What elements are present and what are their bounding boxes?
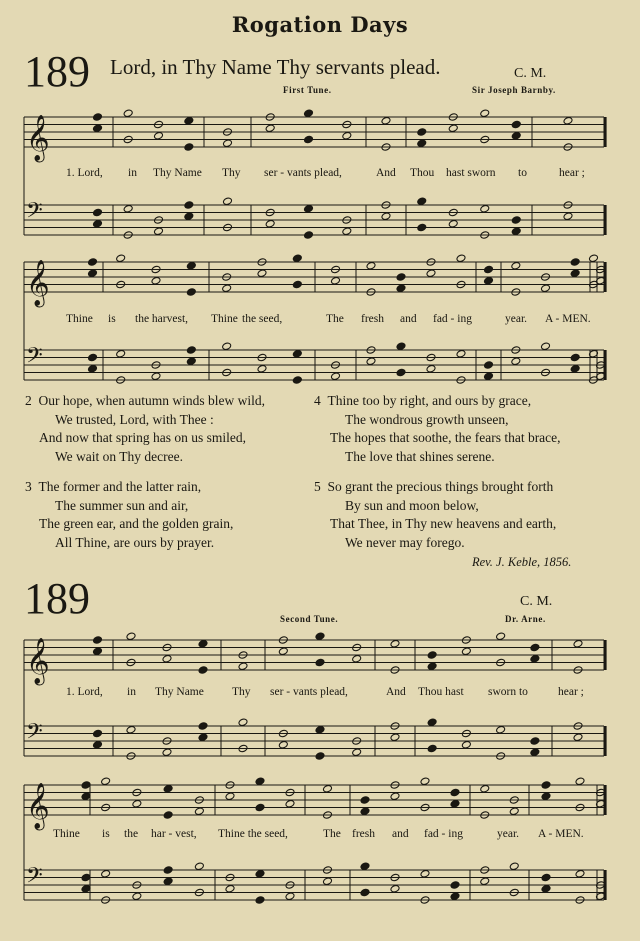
lyric-word: Thine [211, 313, 238, 325]
lyric-word: Thine [66, 313, 93, 325]
note-head [323, 784, 333, 793]
page-heading: Rogation Days [231, 12, 409, 37]
note-head [304, 135, 314, 144]
lyric-word: A - MEN. [538, 828, 584, 840]
note-head [427, 651, 437, 660]
verse-line: We never may forego. [345, 534, 465, 550]
note-head [420, 869, 430, 878]
note-head [573, 639, 583, 648]
treble-clef: 𝄞 [26, 115, 50, 161]
note-head [366, 261, 376, 270]
lyric-word: The [323, 828, 341, 840]
note-head [93, 113, 103, 122]
note-head [292, 280, 302, 289]
note-head [151, 372, 161, 381]
note-head [88, 258, 98, 267]
second-tune-meter: C. M. [520, 594, 553, 609]
verse-line: We wait on Thy decree. [55, 448, 183, 464]
note-head [186, 261, 196, 270]
verse-number: 2 [25, 393, 32, 408]
note-head [496, 632, 506, 641]
lyric-word: hast sworn [446, 167, 496, 179]
lyric-word: fresh [352, 828, 375, 840]
note-head [511, 120, 521, 129]
note-head [541, 342, 551, 351]
note-head [426, 364, 436, 373]
note-head [198, 666, 208, 675]
note-head [563, 116, 573, 125]
note-head [255, 803, 265, 812]
note-head [162, 654, 172, 663]
note-head [342, 227, 352, 236]
note-head [484, 276, 494, 285]
note-head [101, 777, 111, 786]
lyric-word: in [127, 686, 136, 698]
verse-2 [25, 392, 265, 466]
lyric-word: hear ; [559, 167, 585, 179]
lyric-word: in [128, 167, 137, 179]
verse-line: We trusted, Lord, with Thee : [55, 411, 214, 427]
treble-clef: 𝄞 [26, 638, 50, 684]
note-head [93, 647, 103, 656]
second-tune-label: Second Tune. [280, 614, 339, 624]
note-head [163, 784, 173, 793]
note-head [184, 143, 194, 152]
note-head [186, 288, 196, 297]
note-head [222, 284, 232, 293]
verse-line: So grant the precious things brought forth [327, 479, 554, 494]
note-head [304, 109, 314, 118]
note-head [360, 862, 370, 871]
note-head [427, 662, 437, 671]
second-tune-composer: Dr. Arne. [505, 614, 546, 624]
lyric-word: Thou hast [418, 686, 464, 698]
note-head [93, 729, 103, 738]
note-head [480, 784, 490, 793]
note-head [198, 722, 208, 731]
note-head [116, 254, 126, 263]
note-head [390, 884, 400, 893]
note-head [223, 139, 233, 148]
lyric-word: fad - ing [433, 313, 472, 325]
lyric-word: Thy [232, 686, 251, 698]
note-head [132, 799, 142, 808]
note-head [456, 254, 466, 263]
note-head [575, 777, 585, 786]
lyric-word: Thine the seed, [218, 828, 288, 840]
note-head [450, 799, 460, 808]
note-head [292, 376, 302, 385]
note-head [420, 777, 430, 786]
treble-clef: 𝄞 [26, 260, 50, 306]
lyric-word: 1. Lord, [66, 167, 103, 179]
verse-line: The former and the latter rain, [38, 479, 202, 494]
verse-number: 4 [314, 393, 321, 408]
note-head [509, 807, 519, 816]
note-head [163, 811, 173, 820]
lyric-word: Thy [222, 167, 241, 179]
lyric-word: Thou [410, 167, 435, 179]
note-head [511, 261, 521, 270]
note-head [88, 364, 98, 373]
note-head [81, 792, 91, 801]
lyric-word: fad - ing [424, 828, 463, 840]
note-head [570, 258, 580, 267]
note-head [323, 877, 333, 886]
note-head [285, 799, 295, 808]
lyric-word: fresh [361, 313, 384, 325]
note-head [530, 737, 540, 746]
bass-clef: 𝄢 [26, 198, 43, 229]
note-head [116, 349, 126, 358]
note-head [541, 873, 551, 882]
note-head [570, 269, 580, 278]
note-head [194, 807, 204, 816]
note-head [390, 733, 400, 742]
note-head [162, 748, 172, 757]
note-head [81, 884, 91, 893]
note-head [304, 204, 314, 213]
note-head [570, 353, 580, 362]
note-head [186, 346, 196, 355]
lyric-word: to [518, 167, 527, 179]
note-head [484, 361, 494, 370]
note-head [93, 124, 103, 133]
note-head [511, 216, 521, 225]
hymn-title: Lord, in Thy Name Thy servants plead. [110, 55, 441, 79]
note-head [88, 353, 98, 362]
lyric-word: the [124, 828, 139, 840]
note-head [93, 208, 103, 217]
note-head [461, 647, 471, 656]
note-head [331, 276, 341, 285]
lyric-word: hear ; [558, 686, 584, 698]
note-head [278, 740, 288, 749]
hymn-number: 189 [24, 47, 90, 96]
note-head [222, 342, 232, 351]
lyric-word: sworn to [488, 686, 528, 698]
note-head [480, 877, 490, 886]
note-head [255, 869, 265, 878]
note-head [93, 219, 103, 228]
note-head [563, 212, 573, 221]
lyric-word: is [108, 313, 116, 325]
note-head [163, 866, 173, 875]
note-head [265, 124, 275, 133]
first-tune-label: First Tune. [283, 85, 332, 95]
note-head [315, 725, 325, 734]
note-head [225, 792, 235, 801]
verse-line: The green ear, and the golden grain, [39, 516, 234, 531]
note-head [570, 364, 580, 373]
note-head [381, 212, 391, 221]
note-head [417, 139, 427, 148]
lyric-word: Thine [53, 828, 80, 840]
note-head [450, 881, 460, 890]
note-head [123, 204, 133, 213]
note-head [480, 204, 490, 213]
note-head [255, 777, 265, 786]
note-head [541, 284, 551, 293]
note-head [238, 662, 248, 671]
lyric-word: the seed, [242, 313, 283, 325]
verse-line: And now that spring has on us smiled, [39, 430, 246, 445]
note-head [225, 884, 235, 893]
verse-3 [25, 478, 233, 552]
note-head [396, 284, 406, 293]
note-head [81, 873, 91, 882]
lyric-word: Thy Name [155, 686, 204, 698]
note-head [154, 227, 164, 236]
note-head [396, 368, 406, 377]
note-head [484, 372, 494, 381]
verse-number: 3 [25, 479, 32, 494]
verse-5 [314, 478, 556, 552]
note-head [163, 877, 173, 886]
note-head [292, 349, 302, 358]
note-head [461, 740, 471, 749]
author-attribution: Rev. J. Keble, 1856. [472, 555, 572, 569]
note-head [194, 862, 204, 871]
lyric-word: is [102, 828, 110, 840]
lyric-word: ser - vants plead, [264, 167, 342, 179]
note-head [450, 788, 460, 797]
verse-number: 5 [314, 479, 321, 494]
note-head [511, 131, 521, 140]
note-head [541, 792, 551, 801]
note-head [530, 748, 540, 757]
lyric-word: year. [497, 828, 520, 840]
note-head [417, 128, 427, 137]
note-head [238, 718, 248, 727]
note-head [396, 342, 406, 351]
note-head [511, 357, 521, 366]
note-head [573, 733, 583, 742]
note-head [255, 896, 265, 905]
note-head [417, 197, 427, 206]
lyric-word: 1. Lord, [66, 686, 103, 698]
bass-clef: 𝄢 [26, 863, 43, 894]
note-head [448, 219, 458, 228]
note-head [426, 269, 436, 278]
note-head [93, 740, 103, 749]
note-head [126, 632, 136, 641]
note-head [530, 643, 540, 652]
note-head [448, 124, 458, 133]
lyric-word: And [376, 167, 396, 179]
note-head [390, 792, 400, 801]
first-tune-meter: C. M. [514, 66, 547, 81]
note-head [198, 733, 208, 742]
note-head [184, 116, 194, 125]
verse-line: The wondrous growth unseen, [345, 411, 509, 427]
note-head [101, 869, 111, 878]
verse-line: The hopes that soothe, the fears that brace, [330, 430, 561, 445]
lyric-word: A - MEN. [545, 313, 591, 325]
note-head [154, 131, 164, 140]
note-head [427, 744, 437, 753]
note-head [450, 892, 460, 901]
lyric-word: har - vest, [151, 828, 197, 840]
bass-clef: 𝄢 [26, 719, 43, 750]
note-head [198, 639, 208, 648]
note-head [480, 109, 490, 118]
note-head [123, 109, 133, 118]
bass-clef: 𝄢 [26, 343, 43, 374]
note-head [541, 884, 551, 893]
note-head [304, 231, 314, 240]
note-head [257, 364, 267, 373]
verse-line: That Thee, in Thy new heavens and earth, [330, 516, 557, 531]
note-head [315, 752, 325, 761]
note-head [509, 862, 519, 871]
lyric-word: Thy Name [153, 167, 202, 179]
note-head [265, 219, 275, 228]
note-head [292, 254, 302, 263]
treble-clef: 𝄞 [26, 783, 50, 829]
note-head [184, 212, 194, 221]
note-head [342, 131, 352, 140]
note-head [390, 639, 400, 648]
note-head [381, 116, 391, 125]
note-head [223, 197, 233, 206]
note-head [285, 892, 295, 901]
note-head [366, 357, 376, 366]
note-head [360, 888, 370, 897]
note-head [496, 725, 506, 734]
lyric-word: and [400, 313, 417, 325]
note-head [184, 201, 194, 210]
note-head [352, 654, 362, 663]
lyric-word: And [386, 686, 406, 698]
lyric-word: and [392, 828, 409, 840]
verse-line: By sun and moon below, [345, 497, 479, 513]
lyric-word: year. [505, 313, 528, 325]
lyric-word: the harvest, [135, 313, 189, 325]
note-head [396, 273, 406, 282]
note-head [126, 725, 136, 734]
note-head [575, 869, 585, 878]
note-head [511, 227, 521, 236]
verse-4 [314, 392, 561, 466]
second-hymn-number: 189 [24, 574, 90, 623]
note-head [417, 223, 427, 232]
note-head [132, 892, 142, 901]
verse-line: The love that shines serene. [345, 448, 495, 464]
note-head [484, 265, 494, 274]
verse-line: Our hope, when autumn winds blew wild, [38, 393, 265, 408]
verse-line: The summer sun and air, [55, 497, 189, 513]
note-head [456, 349, 466, 358]
note-head [257, 269, 267, 278]
note-head [151, 276, 161, 285]
note-head [360, 807, 370, 816]
note-head [186, 357, 196, 366]
verse-line: All Thine, are ours by prayer. [55, 534, 215, 550]
note-head [360, 796, 370, 805]
note-head [352, 748, 362, 757]
note-head [315, 632, 325, 641]
note-head [541, 781, 551, 790]
note-head [331, 372, 341, 381]
note-head [278, 647, 288, 656]
note-head [81, 781, 91, 790]
first-tune-composer: Sir Joseph Barnby. [472, 85, 556, 95]
lyric-word: The [326, 313, 344, 325]
note-head [530, 654, 540, 663]
note-head [93, 636, 103, 645]
note-head [88, 269, 98, 278]
note-head [427, 718, 437, 727]
verse-line: Thine too by right, and ours by grace, [327, 393, 532, 408]
note-head [315, 658, 325, 667]
note-head [589, 254, 599, 263]
lyric-word: ser - vants plead, [270, 686, 348, 698]
